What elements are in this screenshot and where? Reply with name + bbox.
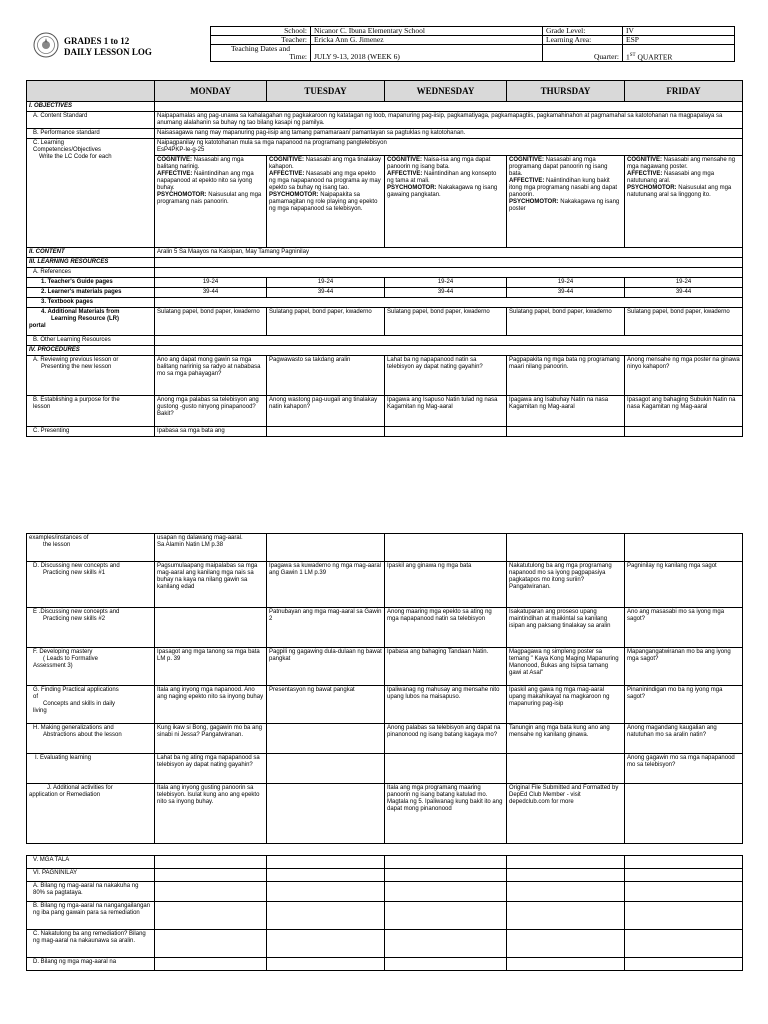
psychomotor-label: PSYCHOMOTOR: [509, 199, 559, 205]
generalizations-thursday: Tanungin ang mga bata kung ano ang mensahe ng kanilang ginawa. [507, 724, 625, 754]
evaluating-monday: Lahat ba ng ating mga napapanood sa telebisyon ay dapat nating gayahin? [155, 754, 267, 784]
reflection-table [26, 855, 743, 971]
procedures-section-fill [155, 346, 743, 356]
quarter-word: QUARTER [635, 52, 673, 61]
presenting-thursday [507, 427, 625, 437]
discussing-1-thursday: Nakatutulong ba ang mga programang napanood mo sa iyong pagpapasiya pagkatapos mo itong suriin? Pangatwiranan. [507, 562, 625, 608]
review-monday: Ano ang dapat mong gawin sa mga balitang naririnig sa radyo at nababasa mo sa mga pahayagan? [155, 356, 267, 396]
day-wednesday: WEDNESDAY [385, 81, 507, 102]
dates-label [211, 45, 311, 62]
affective-label: AFFECTIVE: [627, 171, 663, 177]
pagninilay-label: VI. PAGNINILAY [27, 869, 155, 882]
pagninilay-cell [155, 869, 267, 882]
psychomotor-label: PSYCHOMOTOR: [627, 185, 677, 191]
presenting-cont-label [27, 534, 155, 562]
purpose-label-2: lesson [33, 404, 51, 410]
evaluating-thursday [507, 754, 625, 784]
content-section-row [27, 248, 743, 258]
additional-label-2: Learning Resource (LR) [51, 316, 120, 322]
presenting-cont-thursday [507, 534, 625, 562]
dates-label-2: Time: [289, 52, 307, 61]
applications-wednesday: Ipaliwanag ng mahusay ang mensahe nito upang lubos na maisapuso. [385, 686, 507, 724]
reflection-d-cell [507, 958, 625, 971]
activities-wednesday-2: Magtala ng 5. Ipaliwanag kung bakit ito ang dapat mong pinanonood [387, 799, 503, 812]
discussing-2-wednesday: Anong maaring mga epekto sa ating ng mga napapanood natin sa telebisyon [385, 608, 507, 648]
discussing-1-wednesday: Ipaskil ang ginawa ng mga bata [385, 562, 507, 608]
generalizations-label-1: H. Making generalizations and [33, 725, 114, 731]
affective-text: Naiintindihan ang mga napapanood at epekto nito sa iyong buhay. [157, 171, 254, 191]
affective-text: Naiintindihan kung bakit itong mga programang nasabi ang dapat panoorin. [509, 178, 618, 198]
generalizations-row [27, 724, 743, 754]
reflection-a-cell [267, 882, 385, 902]
affective-label: AFFECTIVE: [509, 178, 545, 184]
additional-materials-row [27, 308, 743, 336]
discussing-2-monday [155, 608, 267, 648]
generalizations-label-2: Abstractions about the lesson [43, 732, 122, 738]
grade-label: Grade Level: [543, 27, 623, 36]
lesson-table-part-2 [26, 533, 743, 844]
content-standard-row [27, 112, 743, 129]
reviewing-row [27, 356, 743, 396]
tala-cell [385, 856, 507, 869]
presenting-tuesday [267, 427, 385, 437]
school-value: Nicanor C. Ibuna Elementary School [311, 27, 543, 36]
generalizations-friday: Anong magandang kaugalian ang natutuhan mo sa aralin natin? [625, 724, 743, 754]
presenting-monday: Ipabasa sa mga bata ang [155, 427, 267, 437]
objective-tuesday [267, 156, 385, 248]
add-wednesday: Sulatang papel, bond paper, kwaderno [385, 308, 507, 336]
quarter-number: 1 [626, 52, 630, 61]
reflection-d-cell [385, 958, 507, 971]
competencies-label [27, 139, 155, 248]
applications-label [27, 686, 155, 724]
applications-tuesday: Presentasyon ng bawat pangkat [267, 686, 385, 724]
discussing-1-friday: Pagninilay ng kanilang mga sagot [625, 562, 743, 608]
reflection-a-cell [625, 882, 743, 902]
mastery-friday: Mapangangatwiranan mo ba ang iyong mga sagot? [625, 648, 743, 686]
reflection-b-label: B. Bilang ng mga-aaral na nangangailangan ng iba pang gawain para sa remediation [27, 902, 155, 930]
area-label: Learning Area: [543, 36, 623, 45]
teachers-guide-row [27, 278, 743, 288]
reflection-c-cell [155, 930, 267, 958]
presenting-cont-friday [625, 534, 743, 562]
competencies-label-1: C. Learning [33, 140, 65, 146]
competencies-text-1: Naipagpanilay ng katotohanan mula sa mga napanood na programang pangtelebisyon [157, 140, 387, 146]
reviewing-label-2: Presenting the new lesson [41, 364, 112, 370]
mastery-label-3: Assessment 3) [33, 663, 73, 669]
evaluating-friday: Anong gagawin mo sa mga napapanood mo sa telebisyon? [625, 754, 743, 784]
purpose-label-1: B. Establishing a purpose for the [33, 397, 120, 403]
teacher-value: Ericka Ann G. Jimenez [311, 36, 543, 45]
generalizations-label [27, 724, 155, 754]
reflection-d-cell [267, 958, 385, 971]
reflection-a-label: A. Bilang ng mag-aaral na nakakuha ng 80% sa pagtataya. [27, 882, 155, 902]
presenting-cont-wednesday [385, 534, 507, 562]
cognitive-text: Nasasabi ang mga balitang narinig. [157, 157, 244, 170]
add-thursday: Sulatang papel, bond paper, kwaderno [507, 308, 625, 336]
resources-section-fill [155, 258, 743, 268]
reviewing-label [27, 356, 155, 396]
tala-cell [625, 856, 743, 869]
applications-row [27, 686, 743, 724]
performance-standard-text: Naisasagawa nang may mapanuring pag-iisip ang tamang pamamaraan/ pamantayan sa pagtuklas ng katotohanan. [155, 129, 743, 139]
applications-thursday: Ipaskil ang gawa ng mga mag-aaral upang makahikayat na magkaroon ng mapanuring pag-isip [507, 686, 625, 724]
cognitive-label: COGNITIVE: [627, 157, 663, 163]
presenting-label: C. Presenting [27, 427, 155, 437]
dates-label-1: Teaching Dates and [230, 44, 291, 53]
school-label: School: [211, 27, 311, 36]
additional-activities-label-1: J. Additional activities for [47, 785, 113, 791]
review-tuesday: Pagwawasto sa takdang aralin [267, 356, 385, 396]
quarter-label: Quarter: [543, 45, 623, 62]
objective-monday [155, 156, 267, 248]
other-resources-fill [155, 336, 743, 346]
cognitive-text: Nasasabi ang mensahe ng mga nagawang poster. [627, 157, 736, 170]
evaluating-wednesday [385, 754, 507, 784]
tg-friday: 19-24 [625, 278, 743, 288]
discussing-2-tuesday: Patnubayan ang mga mag-aaral sa Gawin 2 [267, 608, 385, 648]
pagninilay-row [27, 869, 743, 882]
pagninilay-cell [385, 869, 507, 882]
reflection-b-cell [155, 902, 267, 930]
mastery-label-1: F. Developing mastery [33, 649, 93, 655]
textbook-fill [155, 298, 743, 308]
info-table [210, 26, 735, 62]
mastery-tuesday: Pagpili ng gagawing dula-dulaan ng bawat pangkat [267, 648, 385, 686]
purpose-label [27, 396, 155, 427]
objectives-section-label: I. OBJECTIVES [27, 102, 155, 112]
presenting-row [27, 427, 743, 437]
presenting-cont-tuesday [267, 534, 385, 562]
lm-thursday: 39-44 [507, 288, 625, 298]
purpose-tuesday: Anong wastong pag-uugali ang tinalakay natin kahapon? [267, 396, 385, 427]
mastery-monday: Ipasagot ang mga tanong sa mga bata LM p. 39 [155, 648, 267, 686]
activities-wednesday-1: Itala ang mga programang maaring panoorin ng isang batang katulad mo. [387, 785, 488, 798]
additional-activities-label-2: application or Remediation [29, 792, 101, 798]
teacher-label: Teacher: [211, 36, 311, 45]
affective-text: Naiintindihan ang konsepto ng tama at mali. [387, 171, 497, 184]
presenting-cont-label-1: examples/instances of [29, 535, 89, 541]
discussing-2-friday: Ano ang masasabi mo sa iyong mga sagot? [625, 608, 743, 648]
tala-cell [507, 856, 625, 869]
objectives-section-row [27, 102, 743, 112]
discussing-1-label-1: D. Discussing new concepts and [33, 563, 120, 569]
reflection-b-cell [385, 902, 507, 930]
discussing-2-label-2: Practicing new skills #2 [43, 616, 106, 622]
presenting-wednesday [385, 427, 507, 437]
cognitive-label: COGNITIVE: [387, 157, 423, 163]
mastery-label [27, 648, 155, 686]
affective-label: AFFECTIVE: [269, 171, 305, 177]
reflection-b-cell [625, 902, 743, 930]
tg-monday: 19-24 [155, 278, 267, 288]
affective-label: AFFECTIVE: [387, 171, 423, 177]
applications-monday: Itala ang inyong mga napanood. Ano ang naging epekto nito sa inyong buhay [155, 686, 267, 724]
discussing-2-row [27, 608, 743, 648]
area-value: ESP [623, 36, 735, 45]
psychomotor-text: Naisusulat ang mga programang nais panoorin. [157, 192, 262, 205]
reflection-c-cell [385, 930, 507, 958]
affective-text: Nasasabi ang mga epekto ng mga napapanood na programa ay may epekto sa buhay ng isang tao. [269, 171, 381, 191]
day-friday: FRIDAY [625, 81, 743, 102]
affective-text: Nasasabi ang mga natutunang aral. [627, 171, 715, 184]
reflection-c-cell [267, 930, 385, 958]
lm-tuesday: 39-44 [267, 288, 385, 298]
day-header-row [27, 81, 743, 102]
title-line-2: DAILY LESSON LOG [64, 47, 152, 57]
presenting-friday [625, 427, 743, 437]
blank-header-cell [27, 81, 155, 102]
reflection-a-cell [507, 882, 625, 902]
mastery-row [27, 648, 743, 686]
applications-label-3: Concepts and skills in daily [43, 701, 116, 707]
tala-cell [267, 856, 385, 869]
presenting-cont-monday-1: usapan ng dalawang mag-aaral. [157, 535, 243, 541]
cognitive-label: COGNITIVE: [509, 157, 545, 163]
learners-materials-label: 2. Learner's materials pages [27, 288, 155, 298]
learners-materials-row [27, 288, 743, 298]
dates-value: JULY 9-13, 2018 (WEEK 6) [311, 45, 543, 62]
cognitive-text: Nasasabi ang mga programang dapat panoorin ng isang bata. [509, 157, 608, 177]
tg-tuesday: 19-24 [267, 278, 385, 288]
purpose-monday: Anong mga palabas sa telebisyon ang gustong -gusto ninyong pinapanood? Bakit? [155, 396, 267, 427]
deped-seal-icon [33, 32, 59, 58]
objective-thursday [507, 156, 625, 248]
content-text: Aralin 5 Sa Maayos na Kaisipan, May Tamang Pagninilay [155, 248, 743, 258]
reflection-c-cell [625, 930, 743, 958]
psychomotor-text: Naisusulat ang mga natutunang aral sa linggong ito. [627, 185, 732, 198]
day-monday: MONDAY [155, 81, 267, 102]
discussing-1-row [27, 562, 743, 608]
applications-label-2: of [33, 694, 39, 700]
grade-value: IV [623, 27, 735, 36]
psychomotor-text: Nakakagawa ng isang gawaing pangkatan. [387, 185, 498, 198]
objectives-section-fill [155, 102, 743, 112]
activities-monday: Itala ang inyong gusting panoorin sa telebisyon. Isulat kung ano ang epekto nito sa inyong buhay. [155, 784, 267, 844]
psychomotor-text: Naipapakita sa pamamagitan ng role playing ang epekto ng mga napapanood sa telebisyon. [269, 192, 378, 212]
discussing-1-tuesday: Ipagawa sa kuwaderno ng mga mag-aaral ang Gawin 1 LM p.39 [267, 562, 385, 608]
other-resources-row [27, 336, 743, 346]
psychomotor-label: PSYCHOMOTOR: [387, 185, 437, 191]
presenting-cont-monday [155, 534, 267, 562]
reflection-d-row [27, 958, 743, 971]
textbook-row [27, 298, 743, 308]
competencies-text [155, 139, 743, 156]
activities-wednesday [385, 784, 507, 844]
textbook-label: 3. Textbook pages [27, 298, 155, 308]
procedures-section-label: IV. PROCEDURES [27, 346, 155, 356]
reflection-b-cell [267, 902, 385, 930]
content-standard-label: A. Content Standard [27, 112, 155, 129]
document-title [64, 36, 152, 58]
generalizations-tuesday [267, 724, 385, 754]
psychomotor-label: PSYCHOMOTOR: [269, 192, 319, 198]
applications-label-4: living [33, 708, 47, 714]
evaluating-label: I. Evaluating learning [27, 754, 155, 784]
generalizations-wednesday: Anong palabas sa telebisyon ang dapat na pinanonood ng isang batang kagaya mo? [385, 724, 507, 754]
content-standard-text: Naipapamalas ang pag-unawa sa kahalagahan ng pagkakaroon ng katatagan ng loob, mapanuring pag-iisip, pagkamatiyaga, pagkamapagtiis, pagkamahinahon at pagmamahal sa katotohanan na magpapalaya sa anumang alalahanin sa buhay ng tao bilang kasapi ng pamilya. [155, 112, 743, 129]
psychomotor-label: PSYCHOMOTOR: [157, 192, 207, 198]
quarter-value [623, 45, 735, 62]
applications-friday: Pinaninindigan mo ba ng iyong mga sagot? [625, 686, 743, 724]
quarter-suffix: ST [629, 52, 636, 58]
lesson-table-part-1 [26, 80, 743, 437]
mastery-label-2: ( Leads to Formative [43, 656, 99, 662]
activities-friday [625, 784, 743, 844]
title-line-1: GRADES 1 to 12 [64, 36, 130, 46]
discussing-1-monday: Pagsumulaapang maipalabas sa mga mag-aaral ang kanilang mga nais sa buhay na kaya na nilang gawin sa kanilang edad [155, 562, 267, 608]
reflection-c-label: C. Nakatulong ba ang remediation? Bilang ng mag-aaral na nakaunawa sa aralin. [27, 930, 155, 958]
reflection-a-cell [385, 882, 507, 902]
cognitive-label: COGNITIVE: [269, 157, 305, 163]
generalizations-monday: Kung ikaw si Bong, gagawin mo ba ang sinabi ni Jessa? Pangatwiranan. [155, 724, 267, 754]
reflection-d-label: D. Bilang ng mga mag-aaral na [27, 958, 155, 971]
additional-label-3: portal [29, 323, 46, 329]
purpose-wednesday: Ipagawa ang Isapuso Natin tulad ng nasa Kagamitan ng Mag-aaral [385, 396, 507, 427]
additional-materials-label [27, 308, 155, 336]
purpose-row [27, 396, 743, 427]
lm-wednesday: 39-44 [385, 288, 507, 298]
presenting-cont-monday-2: Sa Alamin Natin LM p.38 [157, 542, 224, 548]
other-resources-label: B. Other Learning Resources [27, 336, 155, 346]
mastery-thursday: Magpagawa ng simpleng poster sa temang " Kaya Kong Maging Mapanuring Manonood, Bukas ang Isipsa tamang gawi at Asal" [507, 648, 625, 686]
discussing-2-label [27, 608, 155, 648]
references-label: A. References [27, 268, 155, 278]
additional-activities-label [27, 784, 155, 844]
additional-label-1: 4. Additional Materials from [41, 309, 120, 315]
presenting-cont-label-2: the lesson [43, 542, 71, 548]
add-friday: Sulatang papel, bond paper, kwaderno [625, 308, 743, 336]
pagninilay-cell [625, 869, 743, 882]
activities-thursday: Original File Submitted and Formatted by DepEd Club Member - visit depedclub.com for more [507, 784, 625, 844]
reflection-a-cell [155, 882, 267, 902]
reflection-c-row [27, 930, 743, 958]
activities-tuesday [267, 784, 385, 844]
cognitive-text: Nasasabi ang mga tinalakay kahapon. [269, 157, 382, 170]
day-tuesday: TUESDAY [267, 81, 385, 102]
discussing-2-label-1: E .Discussing new concepts and [33, 609, 120, 615]
tala-cell [155, 856, 267, 869]
discussing-2-thursday: Isakatuparan ang proseso upang maintindihan at maikintal sa kanilang isipan ang paksang tinalakay sa aralin [507, 608, 625, 648]
competencies-row [27, 139, 743, 156]
competencies-code: EsP4PKP-Ie-g-25 [157, 147, 205, 153]
competencies-label-2: Competencies/Objectives [33, 147, 102, 153]
resources-section-label: III. LEARNING RESOURCES [27, 258, 155, 268]
purpose-thursday: Ipagawa ang Isabuhay Natin na nasa Kagamitan ng Mag-aaral [507, 396, 625, 427]
objective-friday [625, 156, 743, 248]
review-wednesday: Lahat ba ng napapanood natin sa telebisyon ay dapat nating gayahin? [385, 356, 507, 396]
add-monday: Sulatang papel, bond paper, kwaderno [155, 308, 267, 336]
mastery-wednesday: Ipabasa ang bahaging Tandaan Natin. [385, 648, 507, 686]
discussing-1-label-2: Practicing new skills #1 [43, 570, 106, 576]
evaluating-tuesday [267, 754, 385, 784]
presenting-cont-row [27, 534, 743, 562]
affective-label: AFFECTIVE: [157, 171, 193, 177]
additional-activities-row [27, 784, 743, 844]
reflection-b-cell [507, 902, 625, 930]
pagninilay-cell [507, 869, 625, 882]
reflection-d-cell [155, 958, 267, 971]
procedures-section-row [27, 346, 743, 356]
tala-label: V. MGA TALA [27, 856, 155, 869]
add-tuesday: Sulatang papel, bond paper, kwaderno [267, 308, 385, 336]
content-section-label: II. CONTENT [27, 248, 155, 258]
reflection-d-cell [625, 958, 743, 971]
teachers-guide-label: 1. Teacher's Guide pages [27, 278, 155, 288]
competencies-label-3: Write the LC Code for each [39, 154, 112, 160]
reflection-c-cell [507, 930, 625, 958]
pagninilay-cell [267, 869, 385, 882]
resources-section-row [27, 258, 743, 268]
reflection-a-row [27, 882, 743, 902]
applications-label-1: G. Finding Practical applications [33, 687, 119, 693]
discussing-1-label [27, 562, 155, 608]
performance-standard-row [27, 129, 743, 139]
lm-friday: 39-44 [625, 288, 743, 298]
cognitive-label: COGNITIVE: [157, 157, 193, 163]
psychomotor-text: Nakakagawa ng isang poster [509, 199, 620, 212]
evaluating-row [27, 754, 743, 784]
references-row [27, 268, 743, 278]
objective-wednesday [385, 156, 507, 248]
review-friday: Anong mensahe ng mga poster na ginawa ninyo kahapon? [625, 356, 743, 396]
review-thursday: Pagpapakita ng mga bata ng programang maari nilang panoorin. [507, 356, 625, 396]
reviewing-label-1: A. Reviewing previous lesson or [33, 357, 119, 363]
tala-row [27, 856, 743, 869]
day-thursday: THURSDAY [507, 81, 625, 102]
cognitive-text: Naisa-isa ang mga dapat panoorin ng isang bata. [387, 157, 491, 170]
tg-wednesday: 19-24 [385, 278, 507, 288]
reflection-b-row [27, 902, 743, 930]
lm-monday: 39-44 [155, 288, 267, 298]
references-fill [155, 268, 743, 278]
tg-thursday: 19-24 [507, 278, 625, 288]
performance-standard-label: B. Performance standard [27, 129, 155, 139]
purpose-friday: Ipasagot ang bahaging Subukin Natin na nasa Kagamitan ng Mag-aaral [625, 396, 743, 427]
